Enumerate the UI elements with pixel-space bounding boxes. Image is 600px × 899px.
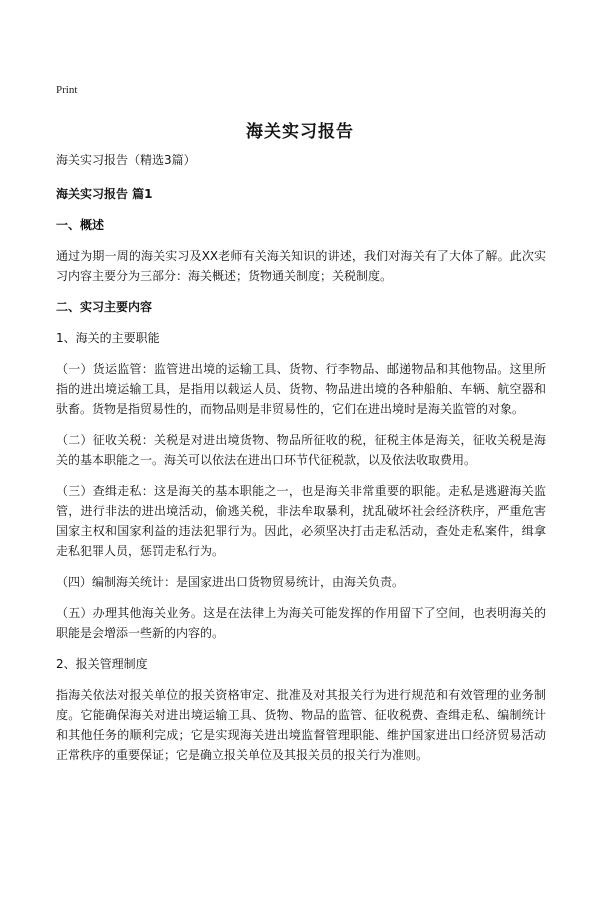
section-heading-overview: 一、概述 [56, 218, 105, 232]
function-paragraph-cargo-supervision: （一）货运监管：监管进出境的运输工具、货物、行李物品、邮递物品和其他物品。这里所指的进出境运输工具，是指用以载运人员、货物、物品进出境的各种船舶、车辆、航空器和驮畜。货物是指贸易性的，而物品则是非贸易性的，它们在进出境时是海关监管的对象。 [56, 362, 546, 416]
function-paragraph-anti-smuggling: （三）查缉走私：这是海关的基本职能之一，也是海关非常重要的职能。走私是逃避海关监管，进行非法的进出境活动，偷逃关税，非法牟取暴利，扰乱破坏社会经济秩序，严重危害国家主权和国家利益的违法犯罪行为。因此，必须坚决打击走私活动，查处走私案件，缉拿走私犯罪人员，惩罚走私行为。 [56, 484, 546, 558]
page-title: 海关实习报告 [246, 122, 354, 142]
function-paragraph-tariff-collection: （二）征收关税：关税是对进出境货物、物品所征收的税，征税主体是海关，征收关税是海关的基本职能之一。海关可以依法在进出口环节代征税款，以及依法收取费用。 [56, 433, 546, 467]
subheading-declaration-management: 2、报关管理制度 [56, 657, 148, 671]
subheading-customs-functions: 1、海关的主要职能 [56, 331, 160, 345]
overview-paragraph: 通过为期一周的海关实习及XX老师有关海关知识的讲述，我们对海关有了大体了解。此次实习内容主要分为三部分：海关概述；货物通关制度；关税制度。 [56, 249, 546, 283]
function-paragraph-statistics: （四）编制海关统计：是国家进出口货物贸易统计，由海关负责。 [56, 575, 405, 589]
document-subtitle: 海关实习报告（精选3篇） [56, 153, 196, 167]
function-paragraph-other-business: （五）办理其他海关业务。这是在法律上为海关可能发挥的作用留下了空间，也表明海关的职能是会增添一些新的内容的。 [56, 606, 546, 640]
section-heading-main-content: 二、实习主要内容 [56, 300, 153, 314]
document-body [56, 150, 546, 765]
chapter-heading: 海关实习报告 篇1 [56, 187, 153, 201]
declaration-management-paragraph: 指海关依法对报关单位的报关资格审定、批准及对其报关行为进行规范和有效管理的业务制度。它能确保海关对进出境运输工具、货物、物品的监管、征收税费、查缉走私、编制统计和其他任务的顺利完成；它是实现海关进出境监督管理职能、维护国家进出口经济贸易活动正常秩序的重要保证；它是确立报关单位及其报关员的报关行为准则。 [56, 688, 546, 762]
print-label: Print [56, 84, 78, 96]
